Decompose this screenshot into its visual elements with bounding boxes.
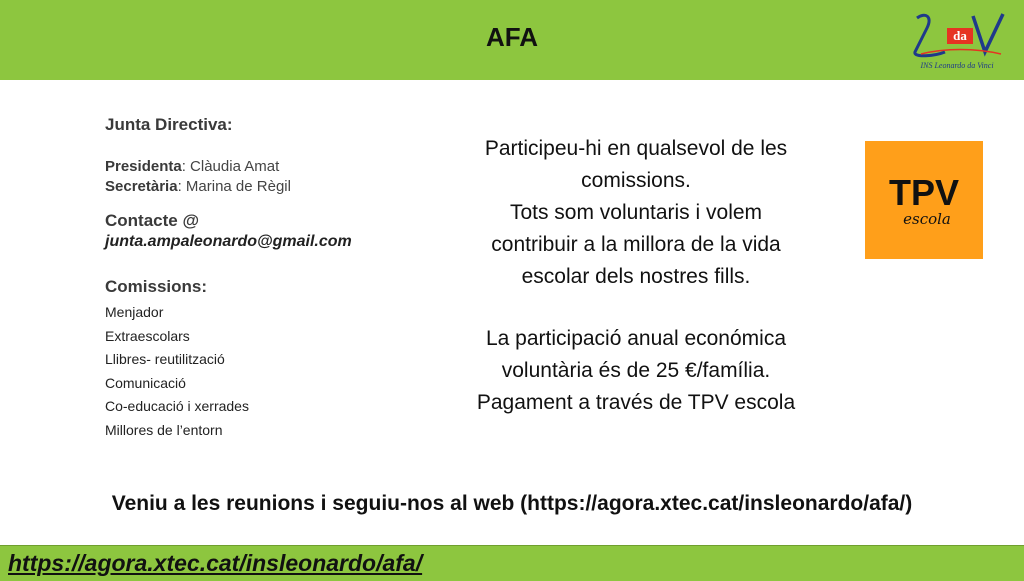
tpv-escola-logo[interactable] xyxy=(865,141,983,259)
message-line: contribuir a la millora de la vida xyxy=(491,233,781,256)
escola-text: escola xyxy=(903,210,951,228)
school-logo xyxy=(905,8,1010,72)
secretary-name: : Marina de Règil xyxy=(177,178,291,195)
info-column xyxy=(105,115,425,443)
header-bar xyxy=(0,0,1024,80)
contact-heading: Contacte @ xyxy=(105,211,200,230)
message-line: Pagament a través de TPV escola xyxy=(476,391,796,414)
board-heading: Junta Directiva: xyxy=(105,115,233,134)
message-line: escolar dels nostres fills. xyxy=(521,265,751,288)
list-item: Llibres- reutilització xyxy=(105,351,225,368)
logo-mark-text: da xyxy=(953,28,967,43)
list-item: Comunicació xyxy=(105,374,186,391)
footer-bar xyxy=(0,545,1024,581)
list-item: Co-educació i xerrades xyxy=(105,398,249,415)
list-item: Millores de l’entorn xyxy=(105,421,223,438)
message-line: voluntària és de 25 €/família. xyxy=(501,359,771,382)
message-line: Participeu-hi en qualsevol de les xyxy=(484,137,788,160)
president-line xyxy=(105,157,425,177)
footer-link[interactable]: https://agora.xtec.cat/insleonardo/afa/ xyxy=(8,550,423,576)
page-title: AFA xyxy=(486,22,538,52)
president-name: : Clàudia Amat xyxy=(181,158,280,175)
president-label: Presidenta xyxy=(105,158,182,175)
commissions-list xyxy=(105,301,425,443)
list-item: Extraescolars xyxy=(105,327,190,344)
secretary-line xyxy=(105,177,425,197)
message-line: La participació anual económica xyxy=(485,327,787,350)
tpv-text: TPV xyxy=(888,172,960,213)
web-invitation: Veniu a les reunions i seguiu-nos al web (https://agora.xtec.cat/insleonardo/afa/) xyxy=(111,492,913,515)
commissions-heading: Comissions: xyxy=(105,277,208,296)
message-line: Tots som voluntaris i volem xyxy=(509,201,763,224)
participation-message xyxy=(430,133,842,419)
list-item: Menjador xyxy=(105,304,164,320)
contact-email[interactable]: junta.ampaleonardo@gmail.com xyxy=(105,233,352,250)
logo-caption: INS Leonardo da Vinci xyxy=(920,61,994,70)
message-line: comissions. xyxy=(581,169,691,192)
secretary-label: Secretària xyxy=(105,178,178,195)
